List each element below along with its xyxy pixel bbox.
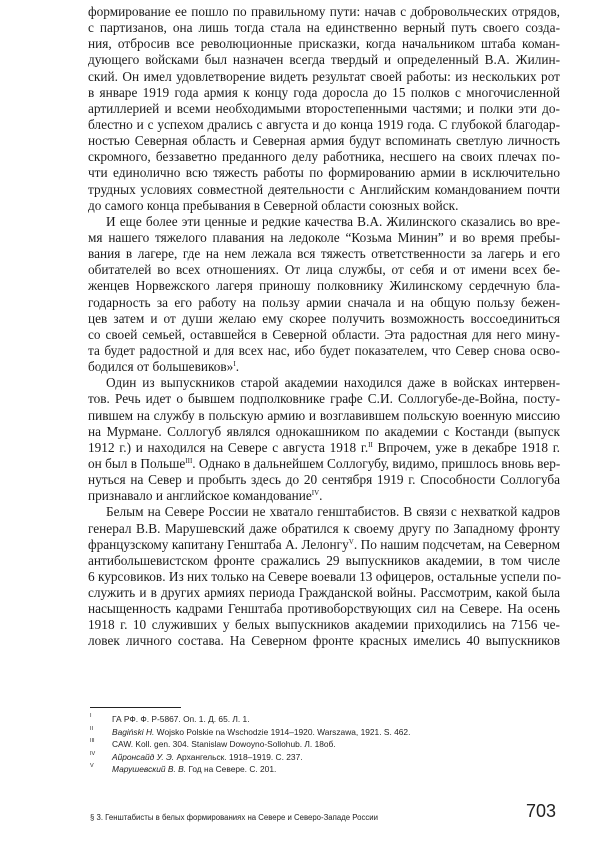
text-segment: на Мурмане. Соллогуб являлся однокашником по академии с Костанди (выпуск [88, 423, 560, 439]
text-line [88, 327, 560, 343]
text-line [88, 117, 560, 133]
text-segment: нуться на Север и пробыть здесь до 20 сентября 1919 г. Способности Соллогуба [88, 472, 560, 488]
text-segment: генерал В.В. Марушевский даже обратился к своему другу по Западному фронту [88, 520, 560, 536]
text-line [88, 408, 560, 424]
text-line [88, 521, 560, 537]
text-line [88, 601, 560, 617]
footnotes [90, 713, 560, 776]
footnote-number: IV [90, 750, 96, 757]
text-line [88, 52, 560, 68]
text-segment: годарность за его работу на пользу армии сначала и на общую пользу бежен- [88, 294, 560, 310]
text-line [88, 4, 560, 20]
text-segment: он был в Польше [88, 455, 186, 471]
text-segment: Один из выпускников старой академии находился даже в войсках интервен- [106, 375, 560, 391]
text-line [88, 311, 560, 327]
text-line [88, 20, 560, 36]
text-segment: пившем на службу в польскую армию и возглавившем польскую военную миссию [88, 407, 560, 423]
text-segment: . [235, 359, 240, 375]
text-segment: со своей семьей, оставшейся в Северной области. Эта радостная для него мину- [88, 326, 560, 342]
text-segment: . По нашим подсчетам, на Северном [353, 536, 560, 552]
text-line [88, 424, 560, 440]
text-line [88, 585, 560, 601]
footnote-ref[interactable]: V [348, 537, 354, 546]
text-segment: И еще более эти ценные и редкие качества В.А. Жилинского сказались во вре- [106, 213, 560, 229]
text-line [88, 488, 560, 504]
text-segment: антибольшевистском фронте сражались 29 выпускников академии, в том числе [88, 552, 560, 568]
text-segment: женцев Норвежского лагеря приношу полковнику Жилинскому сердечную бла- [88, 278, 560, 294]
text-line [88, 149, 560, 165]
footnote-ref[interactable]: II [368, 440, 373, 449]
text-segment: 1912 г.) и находился на Севере с августа 1918 г. [88, 439, 369, 455]
text-segment: с партизанов, она лишь тогда стала на единственно верный путь своего созда- [88, 20, 560, 36]
text-line [88, 246, 560, 262]
footnote [90, 738, 560, 751]
text-segment: блестно и с успехом дрались с августа и до конца 1919 года. С глубокой благодар- [88, 116, 560, 132]
text-line [88, 472, 560, 488]
text-line [88, 359, 560, 375]
text-segment: признавало и английское командование [88, 488, 312, 504]
text-segment: служить и в других армиях периода Гражданской войны. Рассмотрим, какой была [88, 585, 560, 601]
text-segment: артиллерией и всеми необходимыми второстепенными частями; и полки эти до- [88, 100, 560, 116]
text-line [88, 617, 560, 633]
footnote-divider [90, 707, 181, 708]
text-segment: чти единолично всю тяжесть работы по формированию армии в исключительно [88, 165, 560, 181]
footnote-text: ГА РФ. Ф. Р-5867. Оп. 1. Д. 65. Л. 1. [112, 714, 250, 724]
text-segment: ский. Он имел удовлетворение видеть результат своей работы: из нескольких рот [88, 68, 560, 84]
text-segment: ния, отбросив все революционные присказки, когда начальником штаба коман- [88, 36, 560, 52]
text-segment: трудных условиях совместной деятельности с Английским командованием почти [88, 181, 560, 197]
footnote [90, 713, 560, 726]
text-line [88, 214, 560, 230]
text-line [88, 165, 560, 181]
text-segment: до самого конца пребывания в Северной области союзных войск. [88, 197, 459, 213]
text-segment: дующего войсками был назначен всегда твердый и определенный В.А. Жилин- [88, 52, 560, 68]
text-line [88, 133, 560, 149]
footnote-number: V [90, 763, 94, 770]
footnote-number: II [90, 725, 94, 732]
text-segment: бодился от большевиков» [88, 359, 234, 375]
text-line [88, 198, 560, 214]
footnote-author: Марушевский В. В. [112, 764, 187, 775]
text-segment: насыщенность кадрами Генштаба противоборствующих сил на Севере. На осень [88, 601, 560, 617]
text-segment: французскому капитану Генштаба А. Лелонгу [88, 536, 349, 552]
footnote-number: III [90, 738, 95, 745]
text-segment: Белым на Севере России не хватало генштабистов. В связи с нехваткой кадров [106, 504, 560, 520]
text-segment: обитателей во всех отношениях. От лица службы, от себя и от имени всех бе- [88, 262, 560, 278]
text-line [88, 182, 560, 198]
text-line [88, 230, 560, 246]
text-line [88, 36, 560, 52]
text-line [88, 633, 560, 649]
text-line [88, 278, 560, 294]
footnote [90, 763, 560, 776]
footnote [90, 726, 560, 739]
running-footer: § 3. Генштабисты в белых формированиях на Севере и Северо-Западе России [90, 813, 378, 822]
footnote-text: Wojsko Polskie na Wschodzie 1914–1920. Warszawa, 1921. S. 462. [154, 726, 411, 737]
text-line [88, 85, 560, 101]
text-segment: . [319, 488, 323, 504]
text-segment: формирование ее пошло по правильному пути: начав с добровольческих отрядов, [88, 4, 560, 19]
text-line [88, 569, 560, 585]
text-segment: . Однако в дальнейшем Соллогубу, видимо, пришлось вновь вер- [192, 455, 561, 471]
body-text [88, 4, 560, 650]
text-line [88, 375, 560, 391]
footnote-author: Айронсайд У. Э. [112, 751, 175, 762]
text-line [88, 440, 560, 456]
text-segment: ностью Северная область и Северная армия будут вспоминать светлую личность [88, 133, 560, 149]
text-line [88, 295, 560, 311]
footnote-number: I [90, 713, 92, 719]
footnote-ref[interactable]: I [233, 360, 236, 369]
text-line [88, 553, 560, 569]
footnote-ref[interactable]: III [185, 456, 193, 465]
footnote [90, 751, 560, 764]
text-segment: скромного, беззаветно преданного делу работника, несшего на своих плечах по- [88, 149, 560, 165]
text-line [88, 504, 560, 520]
footnote-ref[interactable]: IV [311, 489, 320, 498]
page-number: 703 [526, 801, 557, 821]
text-segment: та будет радостной и для всех нас, ибо будет показателем, что Север снова осво- [88, 342, 560, 358]
text-segment: цев затем и от души желаю ему скорее получить возможность воссоединиться [88, 310, 560, 326]
text-line [88, 101, 560, 117]
text-segment: тов. Речь идет о бывшем подполковнике графе С.И. Соллогубе-де-Война, посту- [88, 391, 560, 407]
text-segment: мя нашего тяжелого плавания на ледоколе “Козьма Минин” и во время пребы- [88, 229, 560, 245]
text-segment: 1918 г. 10 служивших у белых выпускников академии приходились на 7156 че- [88, 617, 560, 633]
text-segment: Впрочем, уже в декабре 1918 г. [372, 439, 560, 455]
text-segment: в январе 1919 года армия к концу года доросла до 15 полков с многочисленной [88, 84, 560, 100]
text-line [88, 456, 560, 472]
text-line [88, 69, 560, 85]
text-line [88, 262, 560, 278]
footnote-text: Год на Севере. С. 201. [186, 764, 277, 775]
footnote-text: CAW. Koll. gen. 304. Stanislaw Dowoyno-Sollohub. Л. 18об. [112, 739, 336, 750]
text-line [88, 537, 560, 553]
text-segment: ловек личного состава. На Северном фронте красных имелись 40 выпускников [88, 633, 560, 649]
text-segment: 6 курсовиков. Из них только на Севере воевали 13 офицеров, остальные успели по- [88, 568, 562, 584]
text-segment: вания в лагере, где на нем лежала вся тяжесть ответственности за лагерь и его [88, 246, 560, 262]
footnote-text: Архангельск. 1918–1919. С. 237. [174, 751, 303, 762]
text-line [88, 391, 560, 407]
footnote-author: Bagiński H. [112, 726, 155, 737]
text-line [88, 343, 560, 359]
